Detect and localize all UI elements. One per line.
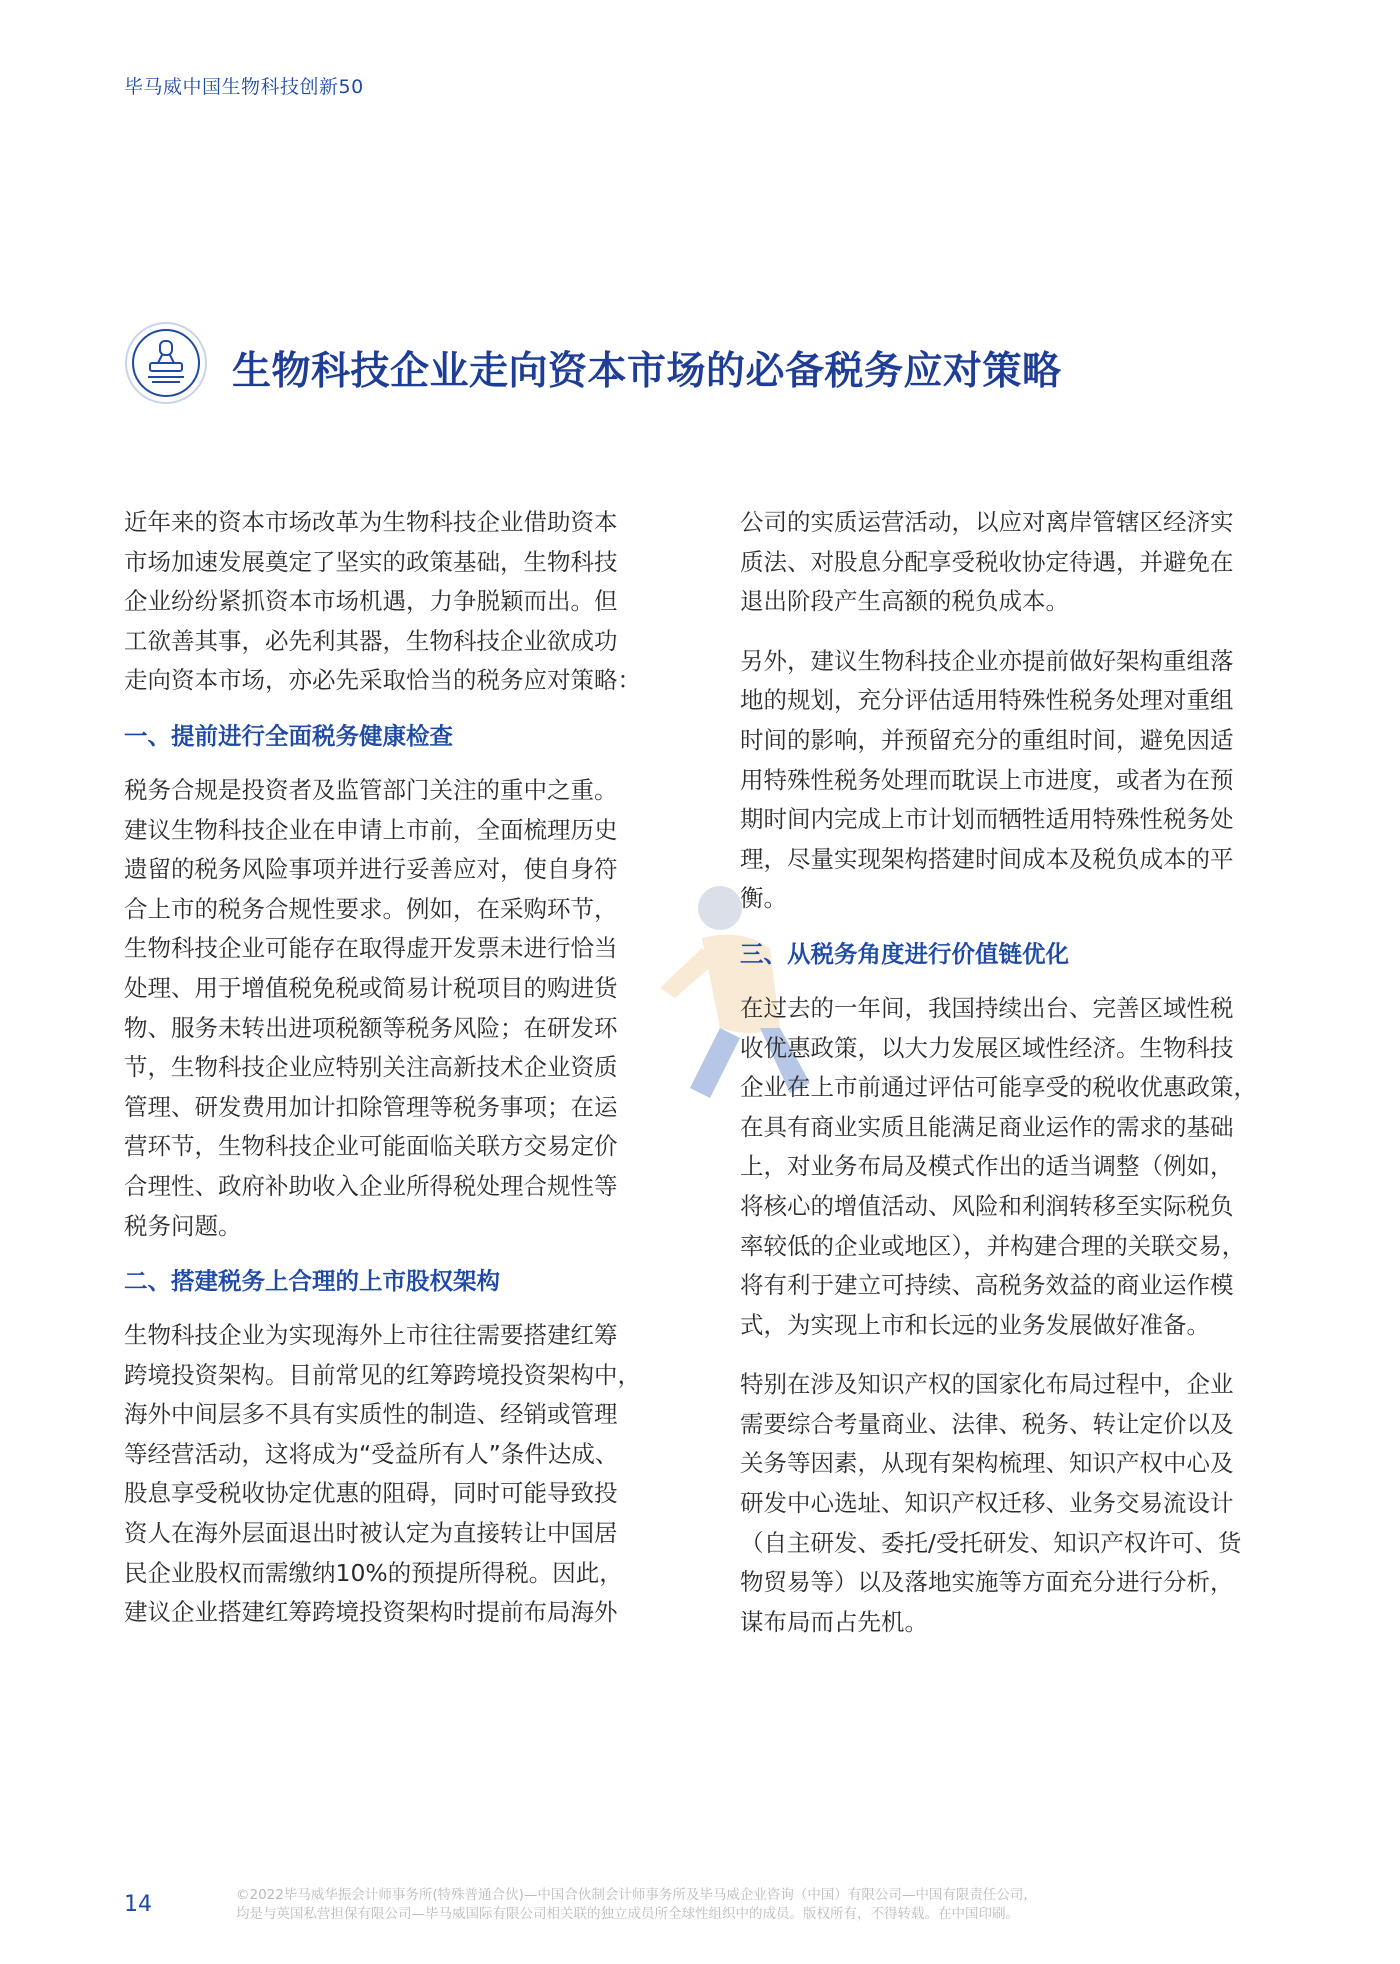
text-line: 谋布局而占先机。 xyxy=(740,1607,928,1636)
text-line: 地的规划，充分评估适用特殊性税务处理对重组 xyxy=(740,686,1234,715)
text-line: 关务等因素，从现有架构梳理、知识产权中心及 xyxy=(740,1449,1234,1478)
text-line: 用特殊性税务处理而耽误上市进度，或者为在预 xyxy=(740,765,1234,794)
text-line: 公司的实质运营活动，以应对离岸管辖区经济实 xyxy=(740,508,1234,536)
text-line: 处理、用于增值税免税或简易计税项目的购进货 xyxy=(124,973,618,1002)
heading-value-chain: 三、从税务角度进行价值链优化 xyxy=(740,939,1069,968)
text-line: 资人在海外层面退出时被认定为直接转让中国居 xyxy=(124,1519,618,1548)
text-line: 研发中心选址、知识产权迁移、业务交易流设计 xyxy=(740,1489,1234,1518)
text-line: 工欲善其事，必先利其器，生物科技企业欲成功 xyxy=(124,626,618,655)
paragraph-tax-compliance xyxy=(124,771,704,1246)
text-line: 上，对业务布局及模式作出的适当调整（例如， xyxy=(740,1152,1234,1181)
heading-tax-health-check: 一、提前进行全面税务健康检查 xyxy=(124,721,453,750)
page-number: 14 xyxy=(124,1892,152,1917)
text-line: 民企业股权而需缴纳10%的预提所得税。因此， xyxy=(124,1558,623,1587)
paragraph-red-chip-continued xyxy=(740,503,1320,622)
text-line: 遗留的税务风险事项并进行妥善应对，使自身符 xyxy=(124,855,618,884)
text-line: 需要综合考量商业、法律、税务、转让定价以及 xyxy=(740,1409,1234,1438)
text-line: 走向资本市场，亦必先采取恰当的税务应对策略： xyxy=(124,666,641,695)
text-line: 跨境投资架构。目前常见的红筹跨境投资架构中， xyxy=(124,1360,641,1389)
text-line: 式，为实现上市和长远的业务发展做好准备。 xyxy=(740,1310,1210,1339)
text-line: 退出阶段产生高额的税负成本。 xyxy=(740,587,1069,616)
paragraph-ip-layout xyxy=(740,1365,1320,1642)
text-line: 均是与英国私营担保有限公司—毕马威国际有限公司相关联的独立成员所全球性组织中的成员。版权所有，不得转载。在中国印刷。 xyxy=(236,1906,1019,1922)
left-column xyxy=(124,503,704,1653)
text-line: 率较低的企业或地区），并构建合理的关联交易， xyxy=(740,1231,1246,1260)
text-line: 特别在涉及知识产权的国家化布局过程中，企业 xyxy=(740,1370,1234,1399)
text-line: 在过去的一年间，我国持续出台、完善区域性税 xyxy=(740,993,1234,1022)
text-line: 收优惠政策，以大力发展区域性经济。生物科技 xyxy=(740,1033,1234,1062)
text-line: 营环节，生物科技企业可能面临关联方交易定价 xyxy=(124,1132,618,1161)
text-line: 理，尽量实现架构搭建时间成本及税负成本的平 xyxy=(740,844,1234,873)
running-header-title: 毕马威中国生物科技创新50 xyxy=(124,76,364,98)
text-line: 将核心的增值活动、风险和利润转移至实际税负 xyxy=(740,1191,1234,1220)
text-line: 税务合规是投资者及监管部门关注的重中之重。 xyxy=(124,775,618,804)
text-line: 等经营活动，这将成为“受益所有人”条件达成、 xyxy=(124,1439,619,1468)
text-line: 企业纷纷紧抓资本市场机遇，力争脱颖而出。但 xyxy=(124,587,618,616)
text-line: 建议企业搭建红筹跨境投资架构时提前布局海外 xyxy=(124,1598,618,1627)
text-line: 建议生物科技企业在申请上市前，全面梳理历史 xyxy=(124,815,618,844)
text-line: 节，生物科技企业应特别关注高新技术企业资质 xyxy=(124,1053,618,1082)
text-line: 期时间内完成上市计划而牺牲适用特殊性税务处 xyxy=(740,805,1234,834)
text-line: 企业在上市前通过评估可能享受的税收优惠政策， xyxy=(740,1073,1257,1102)
text-line: 市场加速发展奠定了坚实的政策基础，生物科技 xyxy=(124,547,618,576)
text-line: ©2022毕马威华振会计师事务所(特殊普通合伙)—中国合伙制会计师事务所及毕马威企业咨询（中国）有限公司—中国有限责任公司, xyxy=(236,1887,1028,1903)
heading-equity-structure: 二、搭建税务上合理的上市股权架构 xyxy=(124,1267,500,1296)
text-line: 合理性、政府补助收入企业所得税处理合规性等 xyxy=(124,1171,618,1200)
paragraph-red-chip-structure xyxy=(124,1316,704,1633)
text-line: 管理、研发费用加计扣除管理等税务事项；在运 xyxy=(124,1092,618,1121)
text-line: 生物科技企业为实现海外上市往往需要搭建红筹 xyxy=(124,1321,618,1350)
text-line: 另外，建议生物科技企业亦提前做好架构重组落 xyxy=(740,646,1234,675)
paragraph-regional-incentives xyxy=(740,989,1320,1345)
text-line: 物、服务未转出进项税额等税务风险；在研发环 xyxy=(124,1013,618,1042)
text-line: 将有利于建立可持续、高税务效益的商业运作模 xyxy=(740,1271,1234,1300)
text-line: 海外中间层多不具有实质性的制造、经销或管理 xyxy=(124,1400,618,1429)
text-line: 质法、对股息分配享受税收协定待遇，并避免在 xyxy=(740,547,1234,576)
section-title: 生物科技企业走向资本市场的必备税务应对策略 xyxy=(232,349,1062,394)
text-line: 物贸易等）以及落地实施等方面充分进行分析， xyxy=(740,1568,1234,1597)
intro-paragraph xyxy=(124,503,704,701)
text-line: 股息享受税收协定优惠的阻碍，同时可能导致投 xyxy=(124,1479,618,1508)
text-line: 合上市的税务合规性要求。例如，在采购环节， xyxy=(124,894,618,923)
text-line: （自主研发、委托/受托研发、知识产权许可、货 xyxy=(740,1528,1242,1557)
right-column xyxy=(740,503,1320,1662)
text-line: 衡。 xyxy=(740,884,787,913)
text-line: 时间的影响，并预留充分的重组时间，避免因适 xyxy=(740,725,1234,754)
footer-copyright xyxy=(236,1886,1028,1924)
paragraph-restructuring xyxy=(740,642,1320,919)
tax-stamp-icon xyxy=(124,321,208,405)
text-line: 税务问题。 xyxy=(124,1211,242,1240)
text-line: 在具有商业实质且能满足商业运作的需求的基础 xyxy=(740,1112,1234,1141)
text-line: 生物科技企业可能存在取得虚开发票未进行恰当 xyxy=(124,934,618,963)
text-line: 近年来的资本市场改革为生物科技企业借助资本 xyxy=(124,508,618,536)
